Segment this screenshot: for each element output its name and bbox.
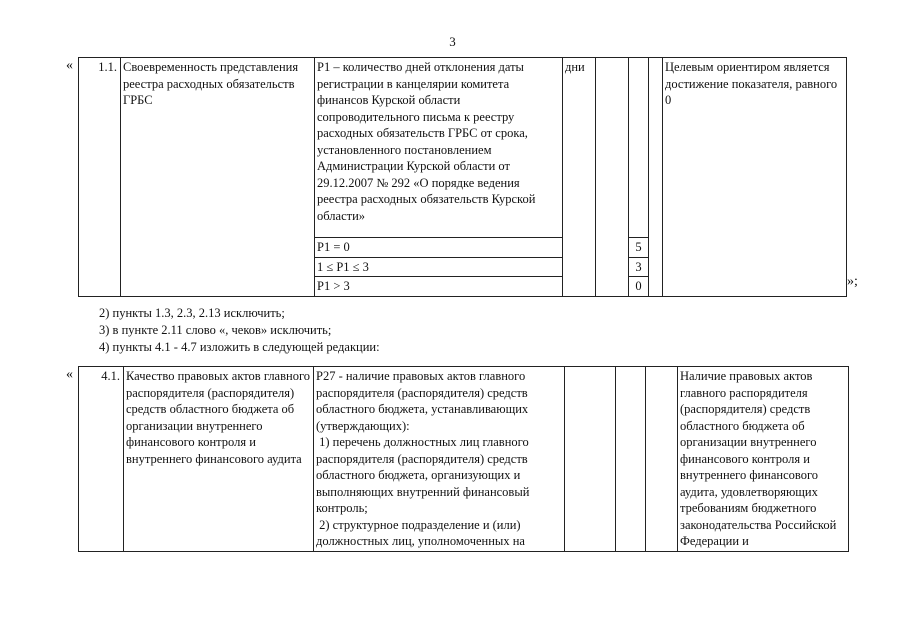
score-value: 0 [629,277,649,297]
paragraph-3: 3) в пункте 2.11 слово «, чеков» исключить; [99,323,332,337]
empty-cell [596,58,629,297]
page-number: 3 [449,34,456,49]
target-cell: Наличие правовых актов главного распорядителя (распорядителя) средств областного бюджета об организации внутреннего финансового контроля и внутреннего финансового аудита, удовлетворяющих требованиям бюджетного законодательства Российской Федерации и [678,367,849,552]
indicator-table-1 [78,57,847,297]
open-quote: « [66,58,73,73]
item-number: 4.1. [79,367,124,552]
item-number: 1.1. [79,58,121,297]
condition-row: Р1 > 3 [315,277,563,297]
empty-cell [565,367,616,552]
formula-description: Р1 – количество дней отклонения даты регистрации в канцелярии комитета финансов Курской области сопроводительного письма к реестру расходных обязательств ГРБС от срока, установленного постановлением Администрации Курской области от 29.12.2007 № 292 «О порядке ведения реестра расходных обязательств Курской области» [315,58,563,238]
empty-cell [646,367,678,552]
condition-row: 1 ≤ Р1 ≤ 3 [315,257,563,277]
unit-cell: дни [563,58,596,297]
indicator-name: Качество правовых актов главного распорядителя (распорядителя) средств областного бюджета об организации внутреннего финансового контроля и внутреннего финансового аудита [124,367,314,552]
close-quote: »; [847,274,858,289]
indicator-name: Своевременность представления реестра расходных обязательств ГРБС [121,58,315,297]
target-cell: Целевым ориентиром является достижение показателя, равного 0 [663,58,847,297]
indicator-table-2 [78,366,849,552]
paragraph-2: 2) пункты 1.3, 2.3, 2.13 исключить; [99,306,285,320]
formula-description: Р27 - наличие правовых актов главного распорядителя (распорядителя) средств областного бюджета, устанавливающих (утверждающих): 1) перечень должностных лиц главного распорядителя (распорядителя) средств областного бюджета, организующих и выполняющих внутренний финансовый контроль; 2) структурное подразделение и (или) должностных лиц, уполномоченных на [314,367,565,552]
empty-cell [616,367,646,552]
score-value: 3 [629,257,649,277]
open-quote: « [66,367,73,382]
condition-row: Р1 = 0 [315,238,563,258]
paragraph-4: 4) пункты 4.1 - 4.7 изложить в следующей редакции: [99,340,380,354]
score-value: 5 [629,238,649,258]
score-cell-empty [629,58,649,238]
empty-cell [649,58,663,297]
